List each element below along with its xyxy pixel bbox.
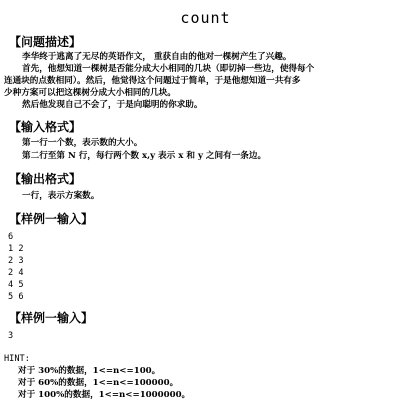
output-format-heading: 【输出格式】: [9, 172, 82, 186]
sample-input-line: 6: [8, 232, 14, 242]
sample-input-heading: 【样例一输入】: [9, 212, 94, 226]
sample-output-line: 3: [8, 331, 14, 341]
input-format-heading: 【输入格式】: [9, 120, 82, 134]
sample-input-line: 5 6: [8, 292, 24, 302]
description-line-2: 首先，他想知道一棵树是否能分成大小相同的几块（即切掉一些边，使得每个: [22, 64, 315, 74]
sample-input-line: 1 2: [8, 244, 24, 254]
hint-label: HINT:: [4, 354, 30, 364]
sample-input-line: 4 5: [8, 280, 24, 290]
hint-line: 对于 100%的数据，1<=n<=1000000。: [18, 390, 191, 400]
description-line-3: 连通块的点数相同）。然后，他觉得这个问题过于简单，于是他想知道一共有多: [4, 76, 301, 86]
input-format-line-2: 第二行至第 N 行，每行两个数 x,y 表示 x 和 y 之间有一条边。: [22, 151, 267, 161]
sample-input-line: 2 3: [8, 256, 24, 266]
description-heading: 【问题描述】: [9, 35, 82, 49]
hint-line: 对于 60%的数据，1<=n<=100000。: [18, 378, 179, 388]
sample-input-line: 2 4: [8, 268, 24, 278]
sample-output-heading: 【样例一输入】: [9, 311, 94, 325]
description-line-4: 少种方案可以把这棵树分成大小相同的几块。: [4, 88, 176, 98]
description-line-5: 然后他发现自己不会了，于是向聪明的你求助。: [22, 100, 203, 110]
output-format-line-1: 一行，表示方案数。: [22, 191, 100, 201]
input-format-line-1: 第一行一个数，表示数的大小。: [22, 138, 143, 148]
problem-title: count: [180, 9, 231, 27]
hint-line: 对于 30%的数据，1<=n<=100。: [18, 366, 161, 376]
description-line-1: 李华终于逃离了无尽的英语作文， 重获自由的他对一棵树产生了兴趣。: [22, 52, 292, 62]
